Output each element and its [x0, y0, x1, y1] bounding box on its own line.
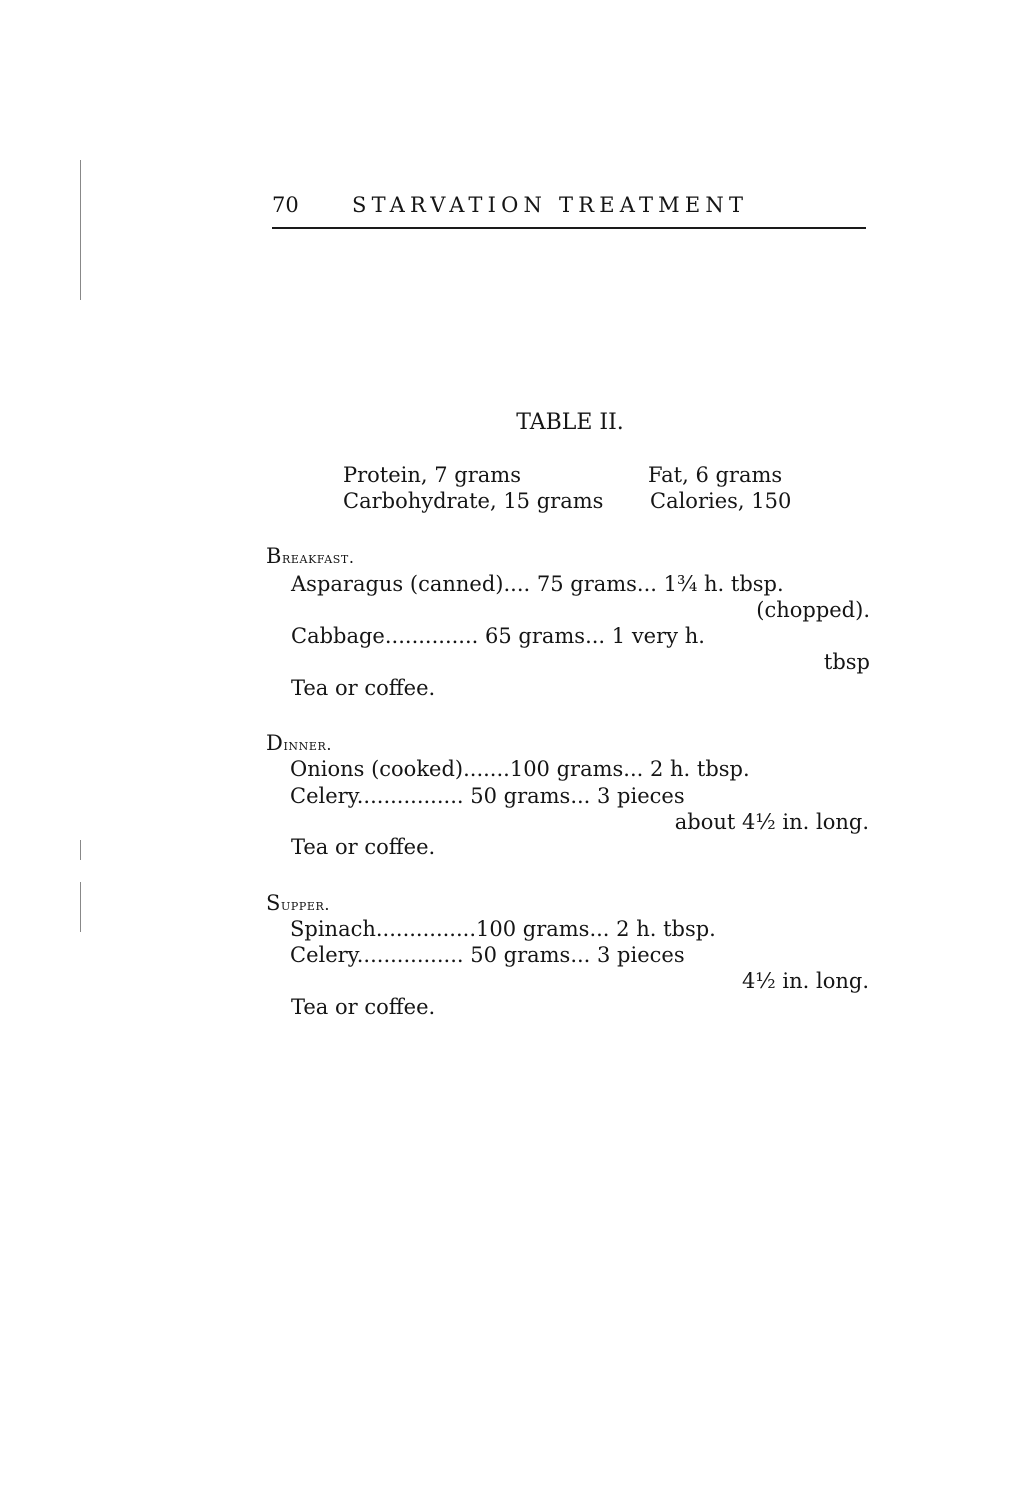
supper-beverage: Tea or coffee.	[291, 995, 436, 1019]
supper-heading: Supper.	[266, 891, 331, 915]
breakfast-beverage: Tea or coffee.	[291, 676, 436, 700]
breakfast-item-cabbage: Cabbage.............. 65 grams... 1 very h.	[291, 624, 705, 648]
dinner-item-celery: Celery................ 50 grams... 3 pieces	[290, 784, 685, 808]
scan-margin-mark	[80, 840, 81, 860]
dinner-item-celery-cont: about 4½ in. long.	[674, 810, 869, 834]
header-rule	[272, 227, 866, 229]
running-header	[272, 193, 866, 223]
running-title: STARVATION TREATMENT	[352, 193, 749, 217]
breakfast-heading: Breakfast.	[266, 544, 355, 568]
summary-fat: Fat, 6 grams	[648, 463, 783, 487]
summary-protein: Protein, 7 grams	[343, 463, 521, 487]
scan-margin-mark	[80, 882, 81, 932]
scan-margin-mark	[80, 160, 81, 300]
dinner-beverage: Tea or coffee.	[291, 835, 436, 859]
supper-item-celery-cont: 4½ in. long.	[742, 969, 869, 993]
summary-calories: Calories, 150	[650, 489, 792, 513]
supper-item-spinach: Spinach...............100 grams... 2 h. tbsp.	[290, 917, 716, 941]
breakfast-item-asparagus: Asparagus (canned).... 75 grams... 1¾ h. tbsp.	[291, 572, 784, 596]
breakfast-item-asparagus-cont: (chopped).	[756, 598, 870, 622]
dinner-item-onions: Onions (cooked).......100 grams... 2 h. tbsp.	[290, 757, 750, 781]
dinner-heading: Dinner.	[266, 731, 333, 755]
breakfast-item-cabbage-cont: tbsp	[823, 650, 870, 674]
table-title: TABLE II.	[516, 410, 624, 435]
summary-carbohydrate: Carbohydrate, 15 grams	[343, 489, 604, 513]
supper-item-celery: Celery................ 50 grams... 3 pieces	[290, 943, 685, 967]
page-number: 70	[272, 193, 299, 217]
